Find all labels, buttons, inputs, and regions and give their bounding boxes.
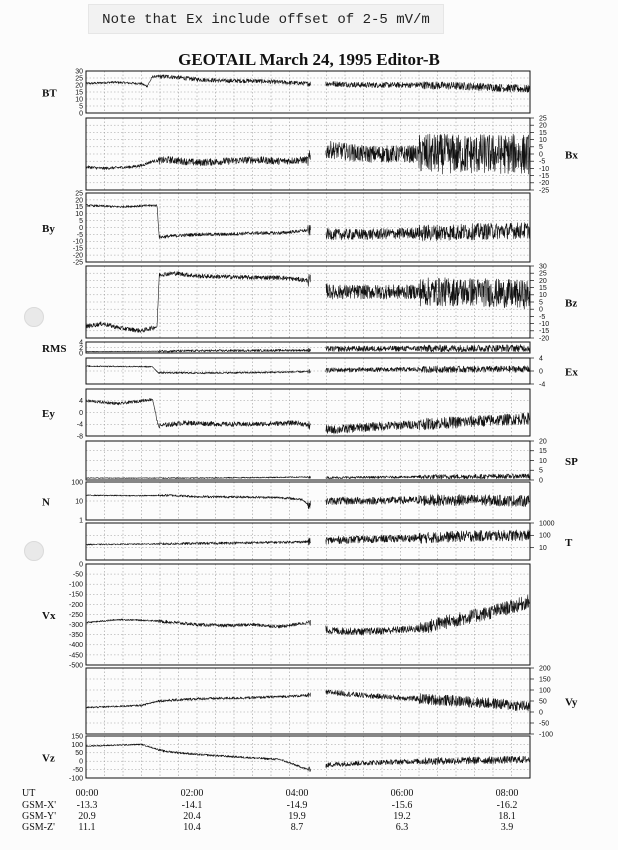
orbit-cell: 10.4 [183, 822, 201, 833]
tick-label: 15 [539, 285, 547, 292]
tick-label: 0 [79, 110, 83, 118]
tick-label: -5 [539, 313, 546, 321]
tick-label: 0 [79, 224, 83, 232]
tick-label: 5 [539, 299, 543, 307]
panel-by [42, 190, 530, 266]
orbit-cell: 6.3 [395, 822, 409, 833]
panel-label-vx: Vx [42, 610, 56, 622]
tick-label: 20 [539, 438, 547, 446]
tick-label: -10 [539, 165, 550, 173]
tick-label: -15 [72, 245, 83, 253]
tick-label: 25 [539, 270, 547, 278]
panel-n [42, 479, 530, 524]
tick-label: 10 [539, 292, 547, 300]
tick-label: 25 [539, 115, 547, 123]
tick-label: 0 [539, 306, 543, 314]
tick-label: -10 [72, 238, 83, 246]
tick-label: -50 [539, 720, 550, 728]
tick-label: 1 [79, 517, 83, 525]
tick-label: 0 [539, 709, 543, 717]
tick-label: -500 [68, 662, 83, 670]
tick-label: 0 [79, 350, 83, 358]
tick-label: 2 [79, 344, 83, 352]
tick-label: 100 [71, 479, 83, 487]
tick-label: 20 [75, 197, 83, 205]
tick-label: -8 [76, 433, 83, 441]
tick-label: -15 [539, 173, 550, 180]
tick-label: 1000 [539, 520, 555, 528]
panel-ey [42, 389, 530, 440]
tick-label: 15 [539, 448, 547, 456]
trace-vx [86, 595, 530, 635]
panel-label-sp: SP [565, 456, 578, 468]
tick-label: 100 [71, 741, 83, 749]
panel-bz [86, 263, 577, 342]
tick-label: 5 [79, 103, 83, 111]
orbit-table [22, 788, 518, 833]
tick-label: 25 [75, 75, 83, 83]
tick-label: 10 [75, 211, 83, 219]
tick-label: 0 [79, 409, 83, 417]
tick-label: 15 [75, 89, 83, 97]
tick-label: -20 [72, 252, 83, 260]
panel-label-by: By [42, 223, 55, 235]
tick-label: -50 [72, 571, 83, 579]
panel-label-bt: BT [42, 87, 57, 100]
tick-label: 15 [539, 129, 547, 137]
panel-vx [42, 561, 530, 669]
orbit-cell: 06:00 [390, 788, 414, 799]
tick-label: -400 [68, 642, 83, 650]
panel-label-n: N [42, 496, 50, 509]
tick-label: 15 [75, 204, 83, 212]
tick-label: 25 [75, 190, 83, 198]
panel-label-t: T [565, 537, 573, 549]
orbit-cell: 08:00 [495, 788, 519, 799]
tick-label: 5 [539, 467, 543, 475]
tick-label: 100 [539, 687, 551, 695]
tick-label: -200 [68, 601, 83, 609]
orbit-cell: 20.4 [183, 811, 201, 822]
orbit-cell: -16.2 [496, 800, 518, 811]
chart-title: GEOTAIL March 24, 1995 Editor-B [178, 50, 440, 69]
tick-label: 100 [539, 532, 551, 540]
panel-bx [86, 115, 578, 194]
tick-label: -150 [68, 591, 83, 599]
tick-label: -100 [68, 775, 83, 783]
tick-label: 4 [79, 398, 83, 406]
orbit-cell: 19.9 [288, 811, 306, 822]
panel-bt [42, 68, 530, 117]
tick-label: -5 [76, 231, 83, 239]
orbit-cell: 20.9 [78, 811, 96, 822]
tick-label: 4 [539, 355, 543, 363]
tick-label: 10 [539, 457, 547, 465]
orbit-row-label: GSM-Y' [22, 811, 57, 822]
tick-label: -100 [68, 581, 83, 589]
tick-label: -20 [539, 180, 550, 188]
panel-label-vy: Vy [565, 696, 578, 709]
panel-rms [42, 339, 530, 357]
orbit-cell: 02:00 [180, 788, 204, 799]
orbit-cell: -14.1 [181, 800, 203, 811]
tick-label: 10 [539, 137, 547, 144]
orbit-cell: -13.3 [76, 800, 98, 811]
panel-sp [86, 438, 578, 484]
panel-vy [86, 665, 578, 738]
tick-label: 20 [75, 82, 83, 90]
tick-label: 5 [539, 144, 543, 152]
panel-label-bz: Bz [565, 297, 578, 310]
orbit-cell: 04:00 [285, 788, 309, 799]
panel-vz [42, 733, 530, 782]
tick-label: 50 [75, 750, 83, 758]
tick-label: -50 [72, 767, 83, 774]
tick-label: 10 [539, 545, 547, 553]
panel-label-vz: Vz [42, 752, 55, 765]
tick-label: -100 [539, 731, 554, 739]
tick-label: 30 [539, 263, 547, 271]
orbit-cell: 3.9 [500, 822, 514, 833]
tick-label: -20 [539, 335, 550, 343]
orbit-cell: -15.6 [391, 800, 413, 811]
panel-label-rms: RMS [42, 343, 67, 355]
tick-label: 20 [539, 122, 547, 130]
orbit-cell: 11.1 [78, 822, 96, 833]
tick-label: -25 [539, 187, 550, 195]
panel-t [86, 520, 573, 560]
orbit-row-label: UT [22, 788, 36, 799]
tick-label: 150 [71, 733, 83, 741]
tick-label: -250 [68, 611, 83, 619]
tick-label: -300 [68, 622, 83, 629]
tick-label: 10 [75, 96, 83, 104]
tick-label: -4 [76, 421, 83, 429]
tick-label: -350 [68, 632, 83, 640]
orbit-cell: 00:00 [75, 788, 99, 799]
tick-label: 0 [79, 758, 83, 766]
tick-label: 0 [539, 151, 543, 159]
tick-label: -15 [539, 328, 550, 336]
orbit-cell: 18.1 [498, 811, 516, 822]
trace-sp [86, 474, 530, 479]
tick-label: 0 [539, 368, 543, 376]
tick-label: 5 [79, 218, 83, 225]
offset-note: Note that Ex include offset of 2-5 mV/m [88, 4, 444, 34]
panel-label-ex: Ex [565, 366, 578, 379]
tick-label: 10 [75, 498, 83, 506]
tick-label: 30 [75, 68, 83, 76]
orbit-cell: -14.9 [286, 800, 308, 811]
tick-label: 4 [79, 339, 83, 347]
tick-label: 0 [539, 477, 543, 485]
tick-label: 0 [79, 561, 83, 569]
tick-label: 150 [539, 676, 551, 684]
tick-label: -4 [539, 381, 546, 389]
orbit-row-label: GSM-Z' [22, 822, 55, 833]
orbit-cell: 8.7 [290, 822, 304, 833]
orbit-row-label: GSM-X' [22, 800, 57, 811]
tick-label: 20 [539, 277, 547, 285]
panel-ex [86, 355, 578, 388]
tick-label: 50 [539, 698, 547, 706]
panel-label-ey: Ey [42, 408, 55, 420]
tick-label: 200 [539, 665, 551, 673]
panel-label-bx: Bx [565, 149, 578, 162]
orbit-cell: 19.2 [393, 811, 411, 822]
tick-label: -450 [68, 652, 83, 660]
tick-label: -5 [539, 158, 546, 166]
tick-label: -25 [72, 259, 83, 267]
tick-label: -10 [539, 321, 550, 328]
